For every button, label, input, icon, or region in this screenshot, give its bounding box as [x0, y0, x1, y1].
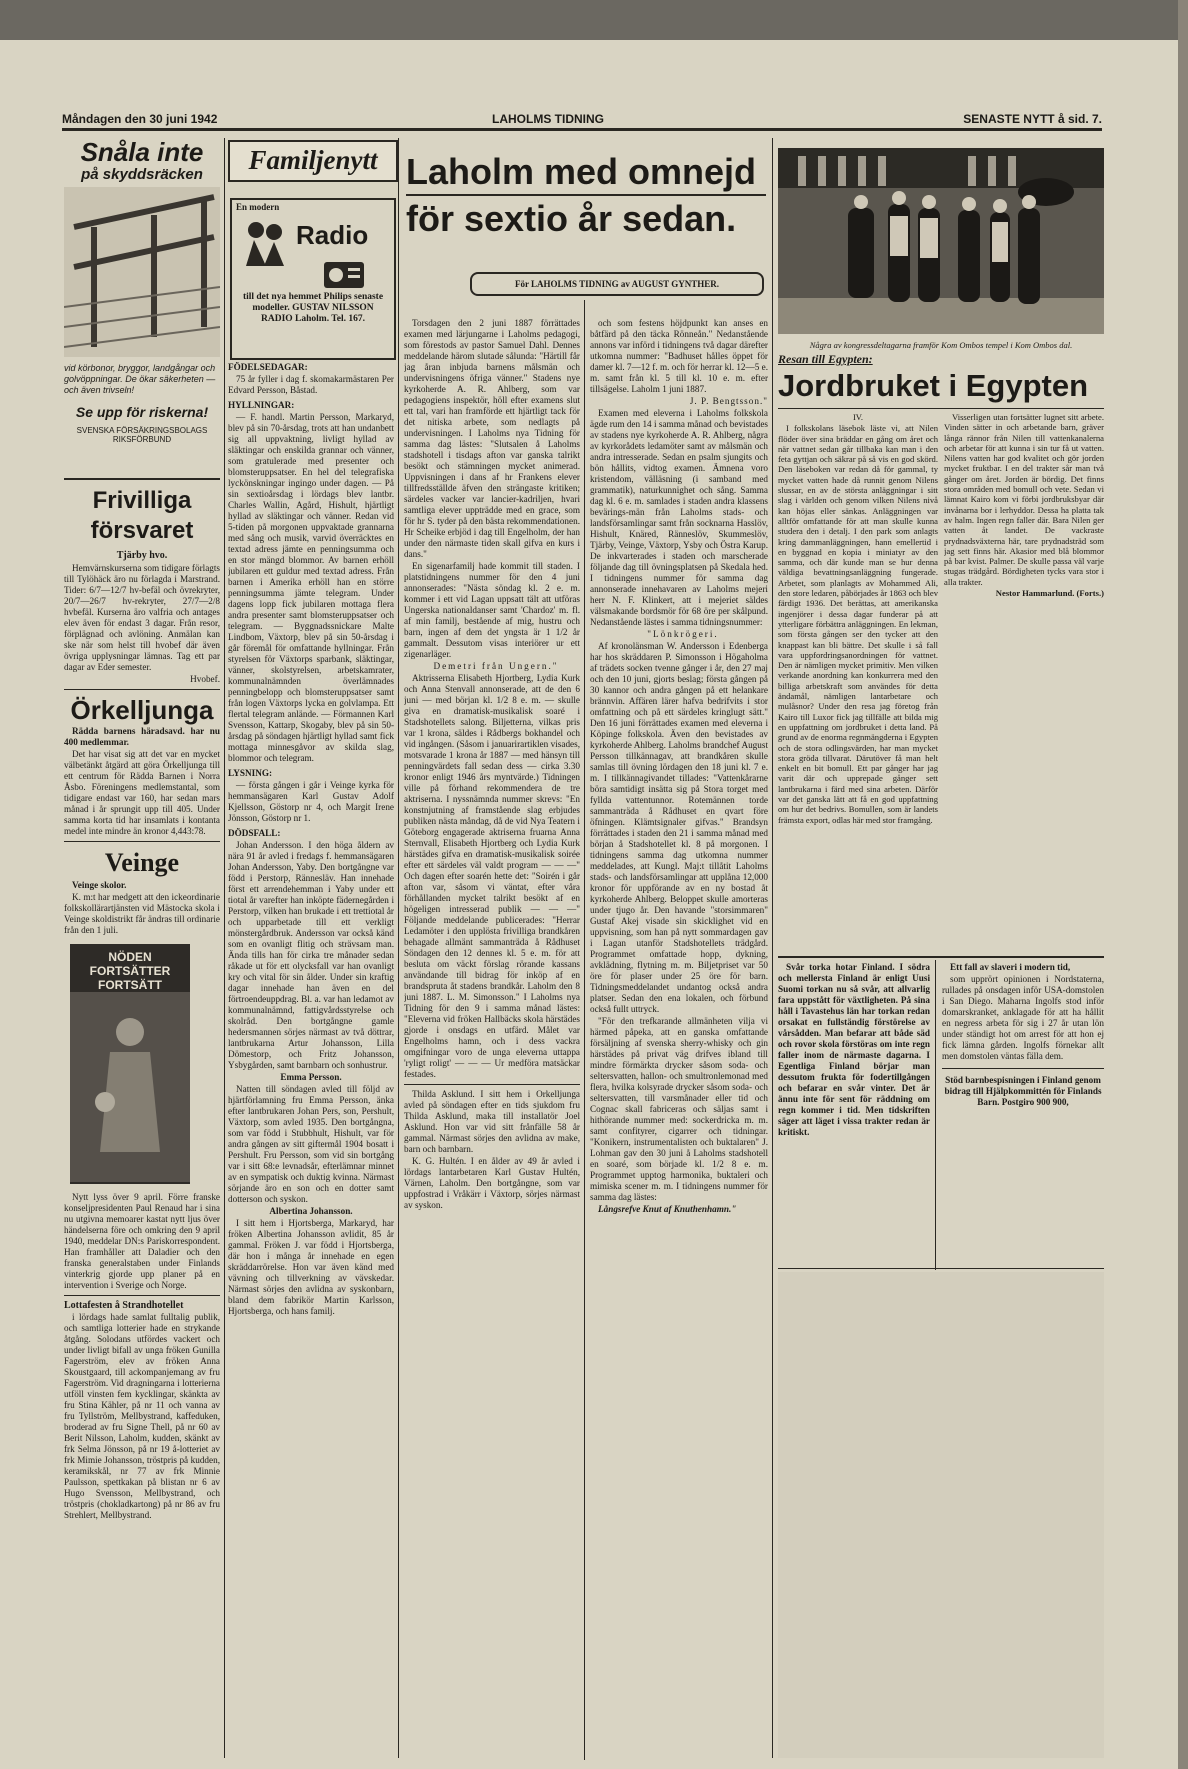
egypt-text-a: I folkskolans läsebok läste vi, att Nilen flöder över sina bräddar en gång om året och när vattnet sedan går tillbaka kan man i den feta gyttjan och säkrar på så vis en god skörd. Den läseboken var redan då för gammal, ty mycket vatten hade då runnit genom Nilens slussar, en av de största anläggningar i sitt slag i världen och genom vilken Nilens nivå kan höjas eller sänkas. Anläggningen var alltför omfattande för att man skulle kunna studera den i detalj. I den park som anlagts kring dammanläggningen, hann emellertid i en byggnad en kopia i miniatyr av den samma, och där kunde man se hur denna väldiga bevattningsanläggning fungerade. Arbetet, som planlagts av Mohammed Ali, den store ledaren, påbörjades år 1863 och blev färdigt 1936. Det berättas, att amerikanska ingenjörer i dessa dagar funderar på att ytterligare förbättra anläggningen. En lekman, som första gången ser den tycker att den knappast kan bli bättre. Det skulle i så fall vara uppfordringsanordningen för vattnet. Den är nämligen mycket primitiv. Men vilken verkande anordning kan konkurrera med den billiga arbetskraft som användes för detta ändamål, nämligen lantarbetare och mulåsnor? Under den resa jag företog från Kairo till Luxor fick jag tillfälle att bilda mig en uppfattning om jordbruket i detta land. På grund av de enorma regnmängderna i Egypten och de stora odlingsvärden, har man mycket stora gröda tillvarat. Därutöver få man helt enkelt en bit bomull. Ett par gånger har jag varit där och upprepade gånger sett lantbrukarna i färd med sina arbeten. Därför var det ganska lätt att få en god uppfattning om hur det bedrivs. Bomullen, som är landets främsta export, odlas här med stor framgång.: [778, 423, 938, 825]
egypt-sign: Nestor Hammarlund. (Forts.): [995, 588, 1104, 599]
paper-name: LAHOLMS TIDNING: [492, 112, 604, 126]
veinge-subheading: Veinge skolor.: [72, 880, 127, 890]
veinge-body: K. m:t har medgett att den ickeordinarie folkskollärartjänsten vid Mästocka skola i Veinge skoldistrikt får ändras till ordinarie från den 1 juli.: [64, 892, 220, 935]
slavery-body: som upprört opinionen i Nordstaterna, rullades på onsdagen inför USA-domstolen i San Diego. Maharna Ingolfs stod inför domarskranket, anklagade för att ha hållit en negress arbeta för sig i 27 år utan lön under ständigt hot om arrest för att hon ej fick lämna gården. Ingolfs förnekar allt men domstolen väntas fälla dem.: [942, 974, 1104, 1061]
safety-railing-ad: [64, 138, 220, 466]
radio-ad-body: till det nya hemmet Philips senaste modeller. GUSTAV NILSSON RADIO Laholm. Tel. 167.: [242, 292, 384, 324]
masthead-rule: [62, 128, 1102, 131]
radio-ad-title: Radio: [296, 220, 369, 250]
hulten-obituary: K. G. Hultén. I en ålder av 49 år avled i lördags lantarbetaren Karl Gustav Hultén, Värnen, Laholm. Den bortgångne, som var uppfostrad i Vråkärr i Växtorp, sörjes närmast av syskon.: [404, 1156, 580, 1210]
history-title-1: Laholm med omnejd: [406, 150, 766, 196]
lonkrogeri-heading: "Lönkrögeri.: [647, 629, 719, 639]
thilda-obituary: Thilda Asklund. I sitt hem i Orkelljunga avled på söndagen efter en tids sjukdom fru Thilda Asklund, maka till installatör Joel Asklund. Hon var vid sitt frånfälle 58 år gammal. Närmast sörjes den avlidna av make, barn och barnbarn.: [404, 1089, 580, 1154]
column-1-text: [64, 486, 220, 1756]
column-divider: [398, 138, 399, 1758]
blank-area: [778, 1272, 1104, 1758]
dodsfall-heading: DÖDSFALL:: [228, 828, 281, 838]
history-part-c: Aktrisserna Elisabeth Hjortberg, Lydia Kurk och Anna Stenvall annonserade, att de den 6 juni — med början kl. 1/2 8 e. m. — skulle giva en dramatisk-musikalisk soaré i Stadshotellets salong. Biljetterna, vilkas pris var 1 krona, säldes i Rådbergs bokhandel och vid ingången. (Såsom i januarirartiklen visades, motsvarade 1 krona år 1887 — med hänsyn till penningvärdets fall sedan dess — cirka 3.30 kronor enligt 1946 års myntvärde.) Tidningen ville på förhand rekommendera de tre aktriserna. I nyssnämnda nummer skrevs: "En konstnjutning af framstående slag erbjudes publiken nästa måndag, då de vid Nya Teatern i Göteborg engagerade aktriserna fruarna Anna Sternvall, Elisabeth Hjortberg och Lydia Kurk härstädes gifva en dramatisk-musikalisk soirée efter ett särdeles väl valdt program — — —" Och dagen efter soarén hette det: "Soirén i går afton var, såsom vi väntat, efter våra förhållanden mycket talrikt besökt af en högeligen intresserad publik — — —" Följande meddelande publicerades: "Herrar Ledamöter i den upplösta frivilliga brandkåren behagade allmänt sammanträda å Rådhuset Söndagen den 12 dennes kl. 5 e. m. för att besluta om väckt förslag rörande kassans användande till bidrag för inköp af en brandspruta åt stadens brandkår. Laholm den 8 juni 1887. L. M. Simonsson." I Laholms nya Tidning för den 9 i samma månad lästes: "Eleverna vid fröken Hallbäcks skola härstädes gjorde i onsdags en utfärd. Målet var Engelholms hamn, och i dess vackra omgifningar voro de unga eleverna uttappa 'ryligt roligt' — — — Ur medföra matsäckar festades.: [404, 673, 580, 1079]
veinge-heading: Veinge: [104, 848, 180, 877]
orkelljunga-body: Det har visat sig att det var en mycket välbetänkt åtgärd att göra Örkelljunga till ett centrum för Rädda Barnen i Norra Åsbo. Föreningens medlemstantal, som tidigare endast var 160, har sedan mars månad i år sprungit upp till 405. Under samma korta tid har insamlats i kontanta medel inte mindre än kronor 4,443:78.: [64, 749, 220, 836]
issue-date: Måndagen den 30 juni 1942: [62, 112, 218, 126]
emma-heading: Emma Persson.: [280, 1072, 342, 1082]
hyllningar-heading: HYLLNINGAR:: [228, 400, 295, 410]
column-divider: [584, 300, 585, 1760]
hyllningar-body: — F. handl. Martin Persson, Markaryd, blev på sin 70-årsdag, trots att han undanbett sig all uppvaktning, livligt hyllad av släktingar och enskilda grannar och vänner, som gratulerade med presenter och blomsteruppsatser. En hel del telegrafiska lyckönskningar ingingo under dagen. — På sin sextioårsdag i lördags blev lantbr. Charles Wallin, Agård, Hishult, hjärtligt hyllad av släktingar och vänner. Redan vid 5-tiden på morgonen uppvaktade grannarna med sång och musik, varvid överräcktes en textad adress jämte en penningsumma och en stor mängd blommor. Av barnen erhöll jubilaren ett guldur med textad adress. Från barnen i Amerika erhöll han en större penningsumma jämte telegram. Under dagens lopp fick jubilaren mottaga flera andra presenter samt blomsteruppsatser och telegram. — Byggnadssnickare Malte Lindbom, Växtorp, blev på sin 50-årsdag i går föremål för omfattande hyllningar. Från styrelsen för Växtorps sparbank, släktingar, vänner, skolstyrelsen, arbetskamrater, kommunalnämnden överlämnades penningbelopp och blomsteruppsatser samt från logen Växtorps lycka en golvlampa. Ett flertal telegram anlände. — Förmannen Karl Svensson, Kattarp, Skogaby, blev på sin 50-årsdag på söndagen hjärtligt hyllad samt fick mottaga minnesgåvor av skilda slag, blommor och telegram.: [228, 412, 394, 763]
fodelsedagar-heading: FÖDELSEDAGAR:: [228, 362, 308, 372]
poster-line-1: NÖDEN FORTSÄTTER: [89, 950, 171, 978]
poster-line-2: FORTSÄTT: [98, 978, 162, 992]
railing-illustration: [64, 187, 220, 357]
column-2-text: [228, 362, 394, 1757]
familjenytt-title: Familjenytt: [248, 145, 378, 175]
slavery-article: [942, 962, 1104, 1262]
history-part-a: Torsdagen den 2 juni 1887 förrättades examen med lärjungarne i Laholms pedagogi, som förestods av pastor Samuel Dahl. Dennes meddelande härom slutade sålunda: "Härtill får jag åran inbjuda barnens målsmän och undervisningens öfriga vänner." Stadens nye kyrkoherde A. R. Ahlberg, som var pedagogiens inspektör, höll efter examens slut ett tal, vari han framförde ett hjärtligt tack för det nitiska arbete, som nedlagts på undervisningen. I Laholms nya Tidning för samma dag lästes: "Slutsalen å Laholms stadshotell i tisdags afton var ganska talrikt besökt och stämningen mycket animerad. Uppvisningen i dans af hr Frankens elever tillfredsställde äfven den strängaste kritiken; särdeles vacker var lancier-kadriljen, hvari samtliga elever uppträdde med en grace, som för hr S. tyder på den bästa rekommendationen. Hr Scheike erbjöd i dag till Engelholm, der han under den närmaste tiden skall gifva en kurs i dans.": [404, 318, 580, 559]
byline-box: [470, 272, 764, 296]
congress-photo: [778, 148, 1104, 334]
radio-ad-pre: En modern: [236, 202, 280, 212]
frivilliga-body: Hemvärnskurserna som tidigare förlagts till Tylöhäck äro nu förlagda i Marstrand. Tider: 6/7—12/7 hv-befäl och övrekryter, 20/7—26/7 hv-rekryter, 27/7—2/8 hvbefäl. Kurserna äro valfria och antages elev även för endast 3 dagar. Från resor, förplägnad och avlöning. Anmälan kan ske när som helst till hvobef där även övriga upplysningar lämnas. Tag ett par dagar av Eder semester.: [64, 563, 220, 672]
byline: För LAHOLMS TIDNING av AUGUST GYNTHER.: [514, 279, 720, 289]
latest-news-ref: SENASTE NYTT å sid. 7.: [963, 112, 1102, 126]
scan-border-top: [0, 0, 1188, 40]
egypt-part-number: IV.: [852, 412, 864, 422]
ad-subheadline: på skyddsräcken: [81, 166, 203, 183]
column-divider: [224, 138, 225, 1758]
lottafesten-body: i lördags hade samlat fulltalig publik, och samtliga lotterier hade en strykande åtgång. Solodans utfördes vackert och under livligt bifall av unga fröken Gunilla Fagerström, elev av fröken Anna Skoustgaard, till ackompanjemang av fru Fagerström. Vid dragningarna i lotterierna utföll vinsten fem kycklingar, skänkta av fru Stina Kähler, på nr 11 och vanna av fru Tyllström, Mellbystrand, kaffeduken, broderad av fru Signe Thell, på nr 60 av Berit Nilsson, Laholm, kudden, skänkt av frk Selma Jönsson, på nr 19 å-lotteriet av frk Mimie Johansson, tröstpris på kudden, keramikskål, nr 77 av frk Minnie Paulsson, spettkakan på blistan nr 6 av Hugo Svensson, Mellbystrand, och tröstpris (chokladkartong) på nr 86 av fru Strehlert, Mellbystrand.: [64, 1312, 220, 1520]
aid-poster: [70, 944, 190, 1184]
orkelljunga-heading: Örkelljunga: [70, 695, 214, 725]
egypt-col-a: [778, 412, 938, 952]
dodsfall-body: Johan Andersson. I den höga åldern av nära 91 år avled i fredags f. hemmansägaren Johan Andersson, Yaby. Den bortgångne var född i Perstorp, Rännesläv. Han innehade först ett arrendehemman i Yaby under ett tiotal år varefter han inköpte fädernegården i Perstorp, vilken han brukade i ett trettiotal år och upparbetade till ett verkligt mönstergårdbruk. Andersson var också känd som en ovanligt flitig och strävsam man. Ända tills han för cirka tre månader sedan råkade ut för ett olycksfall var han ovanligt kry och vital för sin ålder. Under sin kraftig dagar innehade han även en del förtroendeuppdrag. Bl. a. var han ledamot av kommunalnämnd, fattigvårdsstyrelse och skolråd. Den bortgångne gamle hedersmannen sörjes närmast av två döttrar, lantbrukarna Artur Johansson, Lilla Dömestorp, och Fritz Johansson, Ysbygården, samt barnbarn och sonhustrur.: [228, 840, 394, 1070]
scan-border-right: [1178, 0, 1188, 1769]
albertina-heading: Albertina Johansson.: [269, 1206, 353, 1216]
column-3-text: [404, 318, 580, 1758]
column-4-text: [590, 318, 768, 1758]
familjenytt-header: [228, 140, 398, 182]
radio-set-icon: [324, 260, 364, 290]
frivilliga-sign: Hvobef.: [190, 674, 220, 684]
lottafesten-heading: Lottafesten å Strandhotellet: [64, 1300, 184, 1311]
fodelsedagar-body: 75 år fyller i dag f. skomakarmästaren Per Edvard Persson, Båstad.: [228, 374, 394, 395]
egypt-text-b: Visserligen utan fortsätter lugnet sitt arbete. Vinden sätter in och arbetande barn, gräver långa rännor från Nilen till vattenkanalerna och arbetar för att kunna i sin tur få ut vatten. Nilens vatten har god kvalitet och gör jorden mycket fruktbar. I en del trakter sår man två gånger om året. Jorden är bördig. Det finns stora områden med bomull och vete. Sedan vi lämnat Kairo kom vi förbi jordbruksbyar där invånarna bor i lerhyddor. Dessa ha platta tak av halm. Ingen regn faller där. Bara Nilen ger vatten åt landet. De vackraste prydnadsväxterna här, tare prydnadsträd som jag sett finns här. Akasior med blå blommor på bar kvist. Palmer. De skulle passa väl varje stugas trädgård. Bördigheten tycks vara stor i alla trakter.: [944, 412, 1104, 587]
frivilliga-heading: Frivilliga försvaret: [90, 487, 194, 544]
column-divider: [935, 960, 936, 1270]
albertina-body: I sitt hem i Hjortsberga, Markaryd, har fröken Albertina Johansson avlidit, 85 år gammal. Fröken J. var född i Hjortsberga, där hon i många år innehade en egen skräddarrörelse. Hon var även känd med vävning och tillverkning av vävskedar. Närmast sörjes den avlidna av syskonbarn, bland dem fabrikör Martin Karlsson, Hjortsberga, och hans familj.: [228, 1218, 394, 1316]
photo-caption: Några av kongressdeltagarna framför Kom Ombos tempel i Kom Ombos dal.: [809, 340, 1073, 350]
history-part-e: Examen med eleverna i Laholms folkskola ägde rum den 14 i samma månad och bevistades av stadens nye kyrkoherde A. R. Ahlberg, några av kyrkorådets ledamöter samt av målsmän och andra intresserade. Sedan en psalm sjungits och bön hållits, vidtog examen. Ämnena voro kristendom, välläsning (i samband med grammatik), naturkunnighet och sång. Samma dag kl. 6 e. m. samlades i staden andra klassens bevärings-män från Laholms stads- och landsförsamlingar samt från socknarna Hasslöv, Hishult, Knäred, Ränneslöv, Skummeslöv, Tjärby, Veinge, Växtorp, Ysby och Östra Karup. De inkvarterades i staden och marscherade följande dag till övningsplatsen på Skedala hed. I tidningens nummer för samma dag annonserade innehavaren av Laholms mejeri herr N. F. Klinkert, att i mejeriet säldes välsmakande bordsmör för 68 öre per skålpund. Nedanstående lästes i samma tidningsnummer:: [590, 408, 768, 627]
ad-body: vid körbonor, bryggor, landgångar och golvöppningar. De ökar säkerheten — och även trivseln!: [64, 363, 216, 395]
bengtsson-sign: J. P. Bengtsson.": [689, 396, 768, 406]
finland-drought: [778, 962, 930, 1262]
egypt-col-b: [944, 412, 1104, 952]
history-part-b: En sigenarfamilj hade kommit till staden. I platstidningens nummer för den 4 juni annonserades: "Nästa söndag kl. 2 e. m. kommer i ett vid Lagan uppsatt tält att utföras Ungerska nationaldanser samt 'Chardoz' m. fl. af min familj, bestående af mig, hustru och barn, ingen af dem det yngsta är 1 1/2 år gammalt. Dessutom visas interiörer ur ett zigenarläger.: [404, 561, 580, 659]
ad-sender: SVENSKA FÖRSÄKRINGSBOLAGS RIKSFÖRBUND: [76, 426, 208, 444]
lysning-heading: LYSNING:: [228, 768, 273, 778]
radio-ad: [230, 198, 396, 360]
column-divider: [772, 138, 773, 1758]
history-title-2: för sextio år sedan.: [406, 198, 737, 239]
ad-headline: Snåla inte: [80, 137, 204, 167]
history-headline: [406, 150, 766, 242]
nytt-ljus-article: Nytt lyss över 9 april. Förre franske konseljpresidenten Paul Renaud har i sina nu utgivna memoarer kastat nytt ljus över händelserna före och omkring den 9 april 1940, meddelar DN:s Pariskorrespondent. Han framhåller att Daladier och den franska generalstaben under Finlands vinterkrig gjorde upp planer på en intervention i Sverige och Norge.: [64, 1192, 220, 1290]
egypt-headline: Jordbruket i Egypten: [778, 368, 1089, 403]
history-part-f: Af kronolänsman W. Andersson i Edenberga har hos skräddaren P. Simonsson i Högaholma af trädets socken tvenne gånger i år, den 27 maj och den 10 juni, gjorts beslag; första gången på 30 kannor och andra gången på ett helankare brännvin. Affären lärer hafva bedrifvits i stor omfattning och på ett särdeles kringlugt sätt." Den 16 juni förrättades examen med eleverna i Köpinge folkskola. Även den bevistades av kyrkoherde Ahlberg. Laholms brandchef August Persson tillkännagav, att brandkåren skulle samlas till övning lördagen den 18 juni kl. 7 e. m. I tillkännagivandet tillades: "Vattenkårarne böra samtidigt insätta sig på Stora torget med fyllda vattentunnor. Rotemännen torde sammanträda å Rådhuset en qvart före öfningen. Klämtsignaler gifvas." Brandsyn förrättades i staden den 21 i samma månad med början å Stadshotellet kl. 8 på morgonen. I tidningens samma dag utkomna nummer meddelades, att Kungl. Maj:t tillåtit Laholms stads- och landsförsamlingar att upplåna 12,000 kronor för uppförande av en ny bostad åt kyrkoherde Ahlberg. Beloppet skulle amorteras under tjugo år. Den havande "storsimmaren" Gustaf Akej visade sin skicklighet vid en uppvisning, som han på nytt sommardagen gav i Lagan utanför Stadshotellets trädgård. Programmet omfattade hopp, dykning, avklädning, flytning m. m. Biljetpriset var 50 öre för plaser under 25 öre för barn. Tidningsmeddelandet undantog också andra platser. Sedan den ena lokalen, och förbund också fullt uttryck.: [590, 641, 768, 1014]
langsrefve-sign: Långsrefve Knut af Knuthenhamn.": [598, 1204, 737, 1214]
frivilliga-place: Tjärby hvo.: [116, 550, 168, 561]
slavery-heading: Ett fall av slaveri i modern tid,: [950, 962, 1071, 972]
child-feeding-appeal: Stöd barnbespisningen i Finland genom bidrag till Hjälpkommittén för Finlands Barn. Postgiro 900 900,: [944, 1075, 1102, 1107]
series-label: Resan till Egypten:: [778, 352, 873, 366]
lysning-body: — första gången i går i Veinge kyrka för hemmansägaren Karl Gustav Adolf Kjellsson, Göstorp nr 4, och Margit Irene Jönsson, Göstorp nr 1.: [228, 780, 394, 823]
demetri-sign: Demetri från Ungern.": [433, 661, 559, 671]
history-part-d: och som festens höjdpunkt kan anses en båtfärd på den täcka Rönneån." Nedanstående annons var införd i tidningens två dagar därefter utkomna nummer: "Badhuset hålles öppet för damer kl. 7—12 f. m. och för herrar kl. 12—5 e. m. samt från kl. 5 till kl. 10 e. m. efter tillsägelse. Laholm 1 juni 1887.: [590, 318, 768, 394]
finland-drought-text: Svår torka hotar Finland. I södra och mellersta Finland är enligt Uusi Suomi torkan nu så svår, att allvarlig fara uppstått för växtligheten. På sina håll i Tavastehus län har torkan redan orsakat en fullständig förstörelse av vårsådden. Man befarar att både säd och rovor skola förstöras om inte regn faller inom de närmaste dagarna. I Egentliga Finland börjar man dessutom frukta för fodertillgången och befarar en svår vinter. Det är ännu inte för sent för räddning om regn kommer i tid. Men tidskriften säger att läget i vissa trakter redan är kritiskt.: [778, 962, 930, 1137]
history-part-g: "För den trefkarande allmänheten vilja vi härmed påpeka, att en ganska omfattande försäljning af svenska sherry-whisky och gin härstädes på privat väg drifves ibland till mindre förmärkta drycker såsom soda- och seltersvatten, hallon- och smultronlemonad med flera, hvilka kolsyrade drycker såsom soda- och seltersvatten, till varsmånader eller tid och Cognac skall fabriceras och säljas samt i hithörande nummer med: sockerdricka m. m. samt confityrer, cigarrer och tidningar. "Konikern, instrumentalisten och buktalaren" J. Lohman gav den 30 juni å Laholms stadshotell en soaré, som började kl. 1/2 8 e. m. Programmet upptog harmonika, buktaleri och mimiska scener m. m. I tidningens nummer för samma dag lästes:: [590, 1016, 768, 1202]
couple-illustration: [240, 218, 290, 268]
section-rule: [64, 478, 220, 480]
emma-body: Natten till söndagen avled till följd av hjärtförlamning fru Emma Persson, änka efter lantbrukaren Johan Pers, son, Pershult, Växtorp, som avled 1935. Den bortgångna, som var född i Stubbhult, Hishult, var för andra gången av sitt giftermål 1904 bosatt i Pershult. Fru Persson, som vid sin bortgång var i sitt 68:e levnadsår, efterlämnar minnet av en sympatisk och duktig kvinna. Närmast sörjande äro en son och en dotter samt dotterson och syskon.: [228, 1084, 394, 1204]
ad-slogan: Se upp för riskerna!: [75, 404, 209, 420]
temple-group-photo: [778, 148, 1104, 334]
orkelljunga-subheading: Rädda barnens häradsavd. har nu 400 medlemmar.: [64, 726, 220, 747]
poster-figure: [70, 992, 190, 1182]
